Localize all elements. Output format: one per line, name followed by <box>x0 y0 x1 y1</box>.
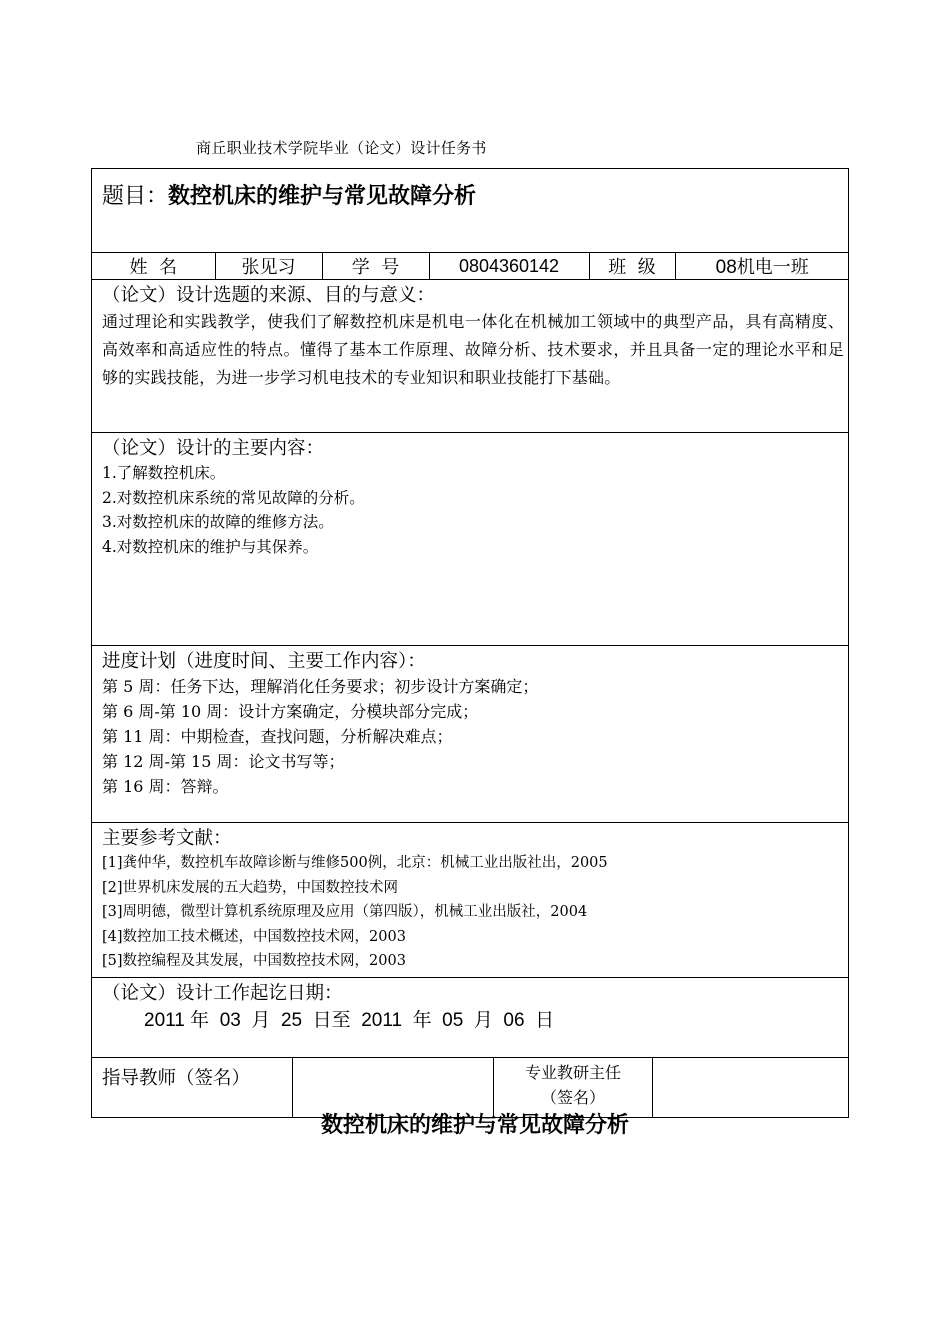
advisor-signature-label: 指导教师（签名） <box>92 1058 293 1118</box>
student-id: 0804360142 <box>429 253 589 279</box>
schedule-item: 第 6 周-第 10 周：设计方案确定，分模块部分完成； <box>102 702 479 721</box>
title-label: 题目： <box>102 184 169 209</box>
thesis-title <box>102 179 848 210</box>
task-form <box>91 168 849 1118</box>
purpose-section <box>92 280 849 433</box>
class-value <box>675 253 849 279</box>
schedule-heading: 进度计划（进度时间、主要工作内容）： <box>102 651 426 672</box>
class-prefix: 08 <box>715 257 737 278</box>
name-label: 姓 名 <box>129 257 177 278</box>
student-name: 张见习 <box>215 253 322 279</box>
reference-item: [1]龚仲华，数控机车故障诊断与维修500例，北京：机械工业出版社出，2005 <box>102 855 608 871</box>
director-label-line1: 专业教研主任 <box>524 1063 621 1082</box>
references-section <box>92 823 849 978</box>
content-item: 3.对数控机床的故障的维修方法。 <box>102 513 334 531</box>
content-item: 4.对数控机床的维护与其保养。 <box>102 537 319 556</box>
document-header: 商丘职业技术学院毕业（论文）设计任务书 <box>196 139 487 157</box>
schedule-item: 第 11 周：中期检查，查找问题，分析解决难点； <box>102 727 453 746</box>
class-suffix: 机电一班 <box>736 257 809 278</box>
dates-heading: （论文）设计工作起讫日期： <box>102 983 343 1004</box>
content-item: 2.对数控机床系统的常见故障的分析。 <box>102 488 365 507</box>
references-heading: 主要参考文献： <box>102 828 232 849</box>
dates-value: 2011 年 03 月 25 日至 2011 年 05 月 06 日 <box>144 1010 555 1031</box>
schedule-item: 第 5 周：任务下达，理解消化任务要求；初步设计方案确定； <box>102 677 539 696</box>
student-info-table <box>92 253 849 279</box>
content-heading: （论文）设计的主要内容： <box>102 438 325 459</box>
reference-item: [2]世界机床发展的五大趋势，中国数控技术网 <box>102 879 399 896</box>
title-text: 数控机床的维护与常见故障分析 <box>168 184 477 209</box>
reference-item: [5]数控编程及其发展，中国数控技术网，2003 <box>102 953 406 969</box>
schedule-section <box>92 646 849 823</box>
schedule-item: 第 16 周：答辩。 <box>102 777 229 796</box>
student-id-label: 学 号 <box>322 253 429 279</box>
student-info-row <box>92 253 849 280</box>
body-title: 数控机床的维护与常见故障分析 <box>320 1113 629 1138</box>
reference-item: [3]周明德，微型计算机系统原理及应用（第四版），机械工业出版社，2004 <box>102 904 588 920</box>
reference-item: [4]数控加工技术概述，中国数控技术网，2003 <box>102 928 406 945</box>
schedule-item: 第 12 周-第 15 周：论文书写等； <box>102 752 345 771</box>
purpose-heading: （论文）设计选题的来源、目的与意义： <box>102 285 436 306</box>
title-cell <box>92 169 849 253</box>
director-label-line2: （签名） <box>540 1088 605 1107</box>
content-item: 1.了解数控机床。 <box>102 464 226 482</box>
purpose-body: 通过理论和实践教学，使我们了解数控机床是机电一体化在机械加工领域中的典型产品，具有高精度、高效率和高适应性的特点。懂得了基本工作原理、故障分析、技术要求，并且具备一定的理论水平和足够的实践技能，为进一步学习机电技术的专业知识和职业技能打下基础。 <box>102 312 845 387</box>
class-label: 班 级 <box>589 253 675 279</box>
dates-section <box>92 978 849 1058</box>
content-section <box>92 433 849 646</box>
